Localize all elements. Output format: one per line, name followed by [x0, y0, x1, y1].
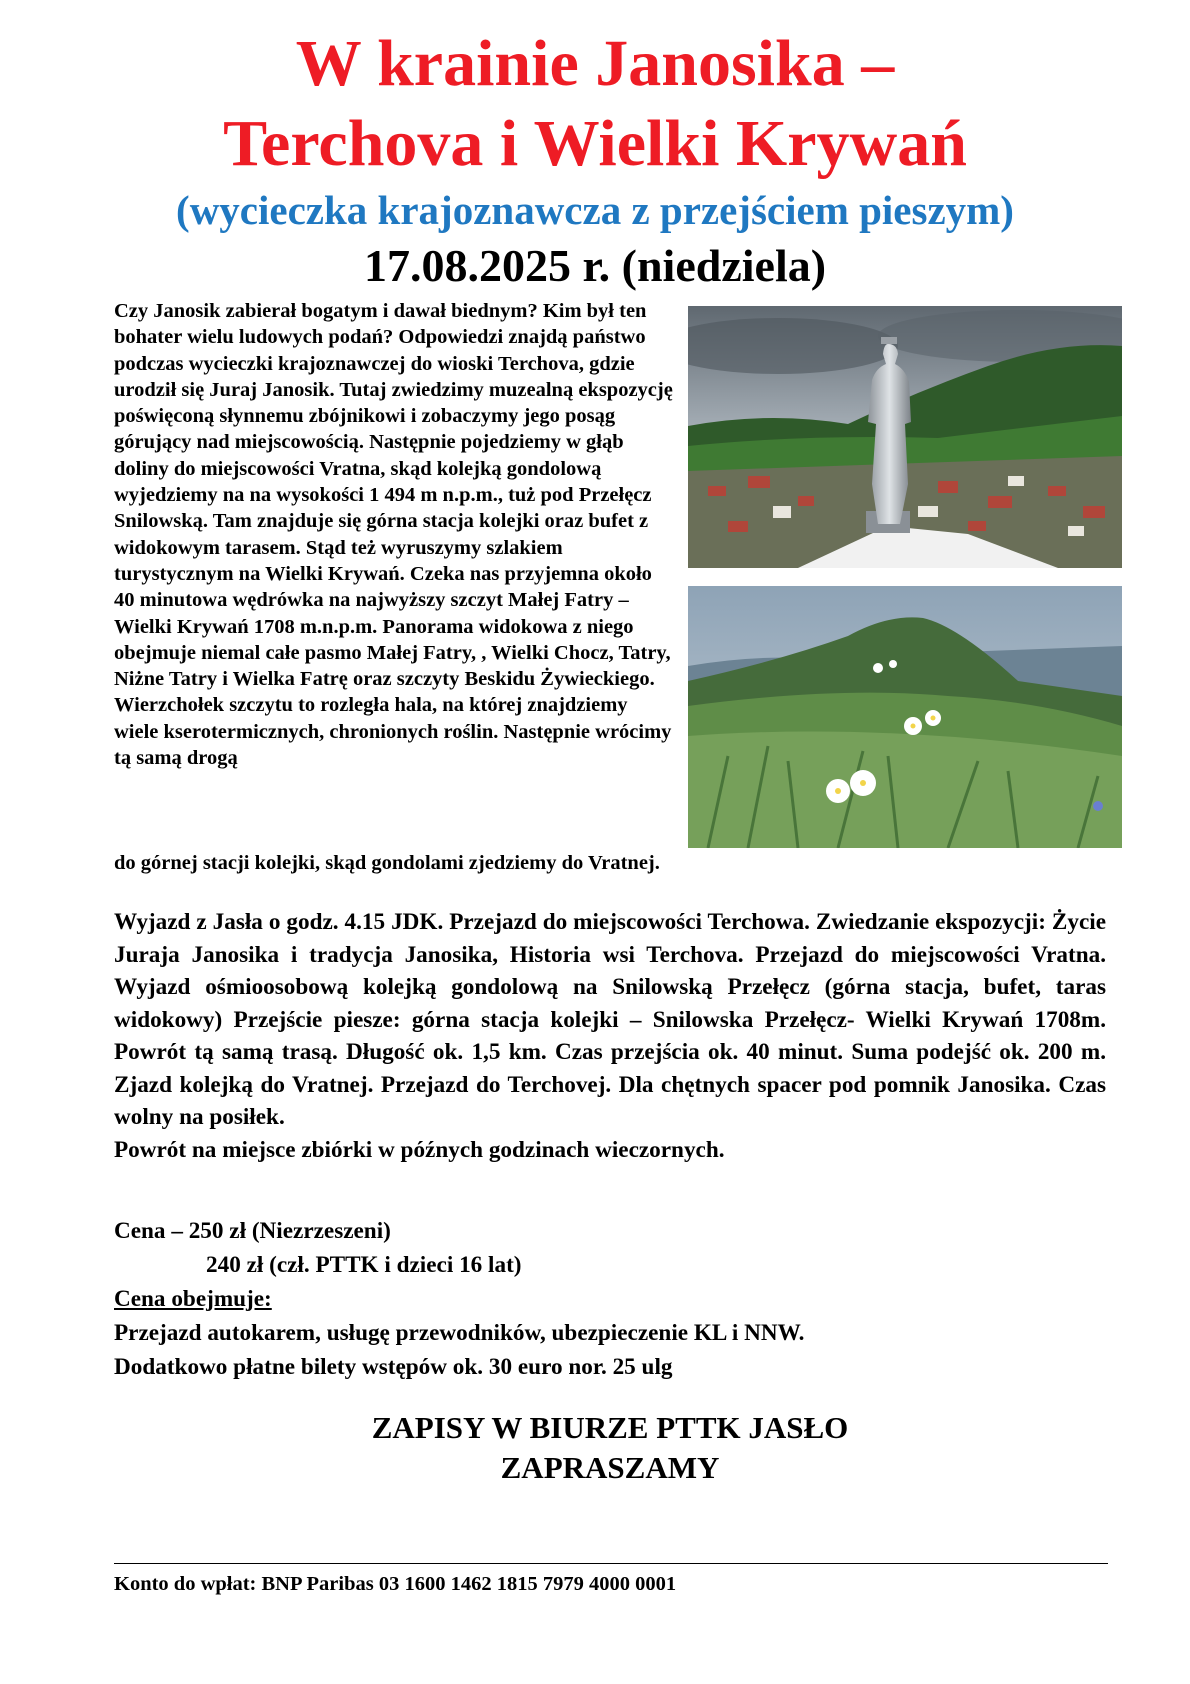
footer-divider	[114, 1563, 1108, 1564]
subtitle: (wycieczka krajoznawcza z przejściem pieszym)	[176, 187, 1014, 233]
price-reduced: 240 zł (czł. PTTK i dzieci 16 lat)	[206, 1252, 522, 1278]
signup-line: ZAPISY W BIURZE PTTK JASŁO	[371, 1410, 849, 1445]
title-line-1: W krainie Janosika –	[295, 27, 895, 100]
program-section	[114, 906, 1106, 1166]
trip-date: 17.08.2025 r. (niedziela)	[363, 240, 827, 291]
signup-notice	[0, 1408, 1190, 1488]
program-paragraph: Wyjazd z Jasła o godz. 4.15 JDK. Przejazd do miejscowości Terchowa. Zwiedzanie ekspozycji: Życie Juraja Janosika i tradycja Janosika, Historia wsi Terchova. Przejazd do miejscowości Vratna. Wyjazd ośmioosobową kolejką gondolową na Snilowską Przełęcz (górna stacja, bufet, taras widokowy) Przejście piesze: górna stacja kolejki – Snilowska Przełęcz- Wielki Krywań 1708m. Powrót tą samą trasą. Długość ok. 1,5 km. Czas przejścia ok. 40 minut. Suma podejść ok. 200 m. Zjazd kolejką do Vratnej. Przejazd do Terchovej. Dla chętnych spacer pod pomnik Janosika. Czas wolny na posiłek.	[114, 909, 1106, 1130]
price-section	[114, 1214, 1106, 1384]
price-includes-label: Cena obejmuje:	[114, 1286, 272, 1312]
price-includes-text: Przejazd autokarem, usługę przewodników, ubezpieczenie KL i NNW.	[114, 1320, 805, 1346]
wielki-krywan-meadow-photo	[688, 586, 1122, 848]
price-regular: Cena – 250 zł (Niezrzeszeni)	[114, 1218, 391, 1244]
title-line-2: Terchova i Wielki Krywań	[223, 107, 967, 180]
return-info: Powrót na miejsce zbiórki w późnych godzinach wieczornych.	[114, 1136, 725, 1163]
janosik-statue-photo	[688, 306, 1122, 568]
price-extra: Dodatkowo płatne bilety wstępów ok. 30 euro nor. 25 ulg	[114, 1354, 673, 1380]
invite-line: ZAPRASZAMY	[500, 1450, 720, 1485]
bank-account: Konto do wpłat: BNP Paribas 03 1600 1462 1815 7979 4000 0001	[114, 1573, 677, 1595]
intro-paragraph-end: do górnej stacji kolejki, skąd gondolami zjedziemy do Vratnej.	[114, 852, 660, 874]
intro-paragraph: Czy Janosik zabierał bogatym i dawał biednym? Kim był ten bohater wielu ludowych podań? Odpowiedzi znajdą państwo podczas wycieczki krajoznawczej do wioski Terchova, gdzie urodził się Juraj Janosik. Tutaj zwiedzimy muzealną ekspozycję poświęconą słynnemu zbójnikowi i zobaczymy jego posąg górujący nad miejscowością. Następnie pojedziemy w głąb doliny do miejscowości Vratna, skąd kolejką gondolową wyjedziemy na na wysokości 1 494 m n.p.m., tuż pod Przełęcz Snilowską. Tam znajduje się górna stacja kolejki oraz bufet z widokowym tarasem. Stąd też wyruszymy szlakiem turystycznym na Wielki Krywań. Czeka nas przyjemna około 40 minutowa wędrówka na najwyższy szczyt Małej Fatry – Wielki Krywań 1708 m.n.p.m. Panorama widokowa z niego obejmuje niemal całe pasmo Małej Fatry, , Wielki Chocz, Tatry, Niżne Tatry i Wielka Fatrę oraz szczyty Beskidu Żywieckiego. Wierzchołek szczytu to rozległa hala, na której znajdziemy wiele kserotermicznych, chronionych roślin. Następnie wrócimy tą samą drogą	[114, 300, 673, 770]
